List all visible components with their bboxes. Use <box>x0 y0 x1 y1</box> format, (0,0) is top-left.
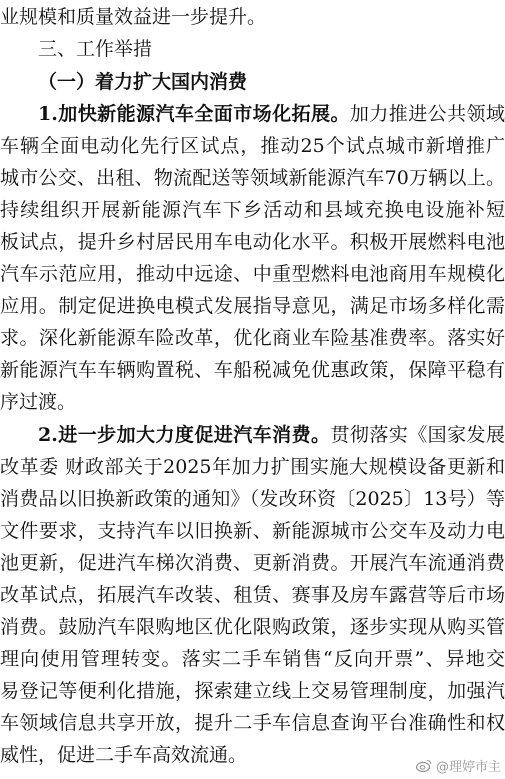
text-line: 板试点，提升乡村居民用车电动化水平。积极开展燃料电池 <box>0 231 505 253</box>
text-line: 业规模和质量效益进一步提升。 <box>0 6 267 28</box>
text-line: 消费品以旧换新政策的通知》（发改环资〔2025〕13号）等 <box>0 488 505 510</box>
subsection-heading: （一）着力扩大国内消费 <box>38 71 248 93</box>
text-line: 车领域信息共享开放，提升二手车信息查询平台准确性和权 <box>0 712 505 734</box>
text-line: 求。深化新能源车险改革，优化商业车险基准费率。落实好 <box>0 327 505 349</box>
text-line: 汽车示范应用，推动中远途、中重型燃料电池商用车规模化 <box>0 263 505 285</box>
text-line: 序过渡。 <box>0 391 77 413</box>
section-heading: 三、工作举措 <box>38 38 153 60</box>
item-lead: 2.进一步加大力度促进汽车消费。 <box>38 424 331 446</box>
text-line: 新能源汽车车辆购置税、车船税减免优惠政策，保障平稳有 <box>0 359 505 381</box>
text-line <box>0 99 505 129</box>
text-line <box>0 420 505 450</box>
text-line: 威性，促进二手车高效流通。 <box>0 744 248 766</box>
text-line: 文件要求，支持汽车以旧换新、新能源城市公交车及动力电 <box>0 520 505 542</box>
text-line: 易登记等便利化措施，探索建立线上交易管理制度，加强汽 <box>0 680 505 702</box>
watermark-text: @理婷市主 <box>435 760 501 775</box>
item-text: 贯彻落实《国家发展 <box>330 424 505 446</box>
item-text: 加力推进公共领域 <box>349 103 505 125</box>
text-line: 城市公交、出租、物流配送等领域新能源汽车70万辆以上。 <box>0 167 505 189</box>
text-line: 消费。鼓励汽车限购地区优化限购政策，逐步实现从购买管 <box>0 616 505 638</box>
text-line: 改革委 财政部关于2025年加力扩围实施大规模设备更新和 <box>0 456 505 478</box>
text-line: 理向使用管理转变。落实二手车销售“反向开票”、异地交 <box>0 648 505 670</box>
item-lead: 1.加快新能源汽车全面市场化拓展。 <box>38 103 350 125</box>
text-line: 池更新，促进汽车梯次消费、更新消费。开展汽车流通消费 <box>0 552 505 574</box>
weibo-icon <box>416 759 432 772</box>
text-line: 持续组织开展新能源汽车下乡活动和县域充换电设施补短 <box>0 199 505 221</box>
text-line: 应用。制定促进换电模式发展指导意见，满足市场多样化需 <box>0 295 505 317</box>
weibo-watermark <box>416 756 501 775</box>
text-line: 改革试点，拓展汽车改装、租赁、赛事及房车露营等后市场 <box>0 584 505 606</box>
text-line: 车辆全面电动化先行区试点，推动25个试点城市新增推广 <box>0 135 505 157</box>
